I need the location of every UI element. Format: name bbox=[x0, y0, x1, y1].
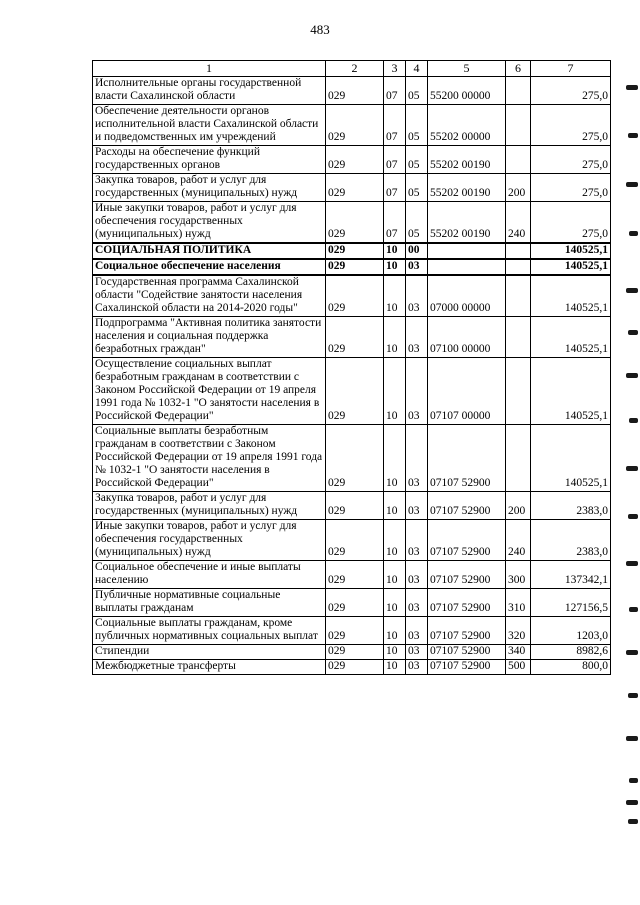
table-cell bbox=[506, 243, 531, 259]
table-cell: 03 bbox=[406, 617, 428, 645]
table-cell: 275,0 bbox=[531, 146, 611, 174]
table-row bbox=[93, 105, 611, 146]
scan-artifact bbox=[626, 85, 638, 90]
table-row bbox=[93, 617, 611, 645]
table-cell bbox=[428, 243, 506, 259]
table-cell: 07107 52900 bbox=[428, 660, 506, 675]
table-cell: 140525,1 bbox=[531, 259, 611, 275]
table-cell bbox=[506, 105, 531, 146]
table-cell: 05 bbox=[406, 202, 428, 244]
table-cell: 07100 00000 bbox=[428, 317, 506, 358]
table-cell: 03 bbox=[406, 492, 428, 520]
table-cell bbox=[506, 146, 531, 174]
table-cell: 140525,1 bbox=[531, 358, 611, 425]
table-cell: 029 bbox=[326, 358, 384, 425]
table-cell: 320 bbox=[506, 617, 531, 645]
budget-table bbox=[92, 60, 611, 675]
table-row bbox=[93, 425, 611, 492]
table-cell: 07 bbox=[384, 105, 406, 146]
table-cell: 029 bbox=[326, 660, 384, 675]
table-cell: 029 bbox=[326, 645, 384, 660]
table-cell: 029 bbox=[326, 275, 384, 317]
table-cell: 10 bbox=[384, 317, 406, 358]
table-cell: 029 bbox=[326, 317, 384, 358]
table-cell: 300 bbox=[506, 561, 531, 589]
table-cell: Иные закупки товаров, работ и услуг для обеспечения государственных (муниципальных) нужд bbox=[93, 202, 326, 244]
table-cell: 10 bbox=[384, 660, 406, 675]
table-cell: 1203,0 bbox=[531, 617, 611, 645]
table-row bbox=[93, 202, 611, 244]
table-cell bbox=[428, 259, 506, 275]
table-cell: 500 bbox=[506, 660, 531, 675]
table-cell: Социальное обеспечение населения bbox=[93, 259, 326, 275]
table-cell: 07107 52900 bbox=[428, 492, 506, 520]
table-cell: Социальные выплаты гражданам, кроме публичных нормативных социальных выплат bbox=[93, 617, 326, 645]
table-cell: 127156,5 bbox=[531, 589, 611, 617]
page-number: 483 bbox=[310, 22, 330, 37]
table-cell: 07 bbox=[384, 77, 406, 105]
table-cell: Социальные выплаты безработным гражданам в соответствии с Законом Российской Федерации от 19 апреля 1991 года № 1032-1 "О занятости населения в Российской Федерации" bbox=[93, 425, 326, 492]
table-cell: Государственная программа Сахалинской области "Содействие занятости населения Сахалинской области на 2014-2020 годы" bbox=[93, 275, 326, 317]
table-cell: 10 bbox=[384, 617, 406, 645]
table-cell: Подпрограмма "Активная политика занятости населения и социальная поддержка безработных граждан" bbox=[93, 317, 326, 358]
table-cell: 10 bbox=[384, 425, 406, 492]
table-cell: Обеспечение деятельности органов исполнительной власти Сахалинской области и подведомственных им учреждений bbox=[93, 105, 326, 146]
table-cell: 07107 00000 bbox=[428, 358, 506, 425]
table-cell: 10 bbox=[384, 275, 406, 317]
table-row bbox=[93, 645, 611, 660]
table-cell: 10 bbox=[384, 561, 406, 589]
table-cell bbox=[506, 358, 531, 425]
table-cell: 07107 52900 bbox=[428, 645, 506, 660]
table-cell: 2383,0 bbox=[531, 520, 611, 561]
table-cell: 240 bbox=[506, 520, 531, 561]
budget-table-body bbox=[93, 77, 611, 675]
table-cell: 10 bbox=[384, 645, 406, 660]
table-cell: 10 bbox=[384, 358, 406, 425]
column-header: 4 bbox=[406, 61, 428, 77]
table-row bbox=[93, 259, 611, 275]
table-cell: 55200 00000 bbox=[428, 77, 506, 105]
table-cell: 03 bbox=[406, 561, 428, 589]
scan-artifact bbox=[629, 778, 638, 783]
table-cell: 10 bbox=[384, 520, 406, 561]
table-cell: 029 bbox=[326, 425, 384, 492]
table-cell: 03 bbox=[406, 425, 428, 492]
column-header: 6 bbox=[506, 61, 531, 77]
column-header: 2 bbox=[326, 61, 384, 77]
table-cell: 140525,1 bbox=[531, 243, 611, 259]
table-cell bbox=[506, 425, 531, 492]
table-cell: 029 bbox=[326, 259, 384, 275]
table-cell bbox=[506, 77, 531, 105]
table-cell: 2383,0 bbox=[531, 492, 611, 520]
scan-artifact bbox=[629, 231, 638, 236]
scan-artifact bbox=[626, 288, 638, 293]
table-row bbox=[93, 174, 611, 202]
table-cell: 03 bbox=[406, 589, 428, 617]
table-cell: 310 bbox=[506, 589, 531, 617]
scan-artifact bbox=[626, 466, 638, 471]
table-row bbox=[93, 317, 611, 358]
table-cell: Социальное обеспечение и иные выплаты населению bbox=[93, 561, 326, 589]
table-row bbox=[93, 492, 611, 520]
table-cell: 10 bbox=[384, 492, 406, 520]
table-cell: 029 bbox=[326, 146, 384, 174]
table-cell: 05 bbox=[406, 77, 428, 105]
table-cell: 07107 52900 bbox=[428, 520, 506, 561]
table-cell: 140525,1 bbox=[531, 317, 611, 358]
scan-artifact bbox=[628, 133, 638, 138]
table-row bbox=[93, 561, 611, 589]
table-cell: 140525,1 bbox=[531, 425, 611, 492]
table-header bbox=[93, 61, 611, 77]
table-row bbox=[93, 243, 611, 259]
table-cell: Иные закупки товаров, работ и услуг для обеспечения государственных (муниципальных) нужд bbox=[93, 520, 326, 561]
table-cell: 07107 52900 bbox=[428, 561, 506, 589]
table-cell: 07000 00000 bbox=[428, 275, 506, 317]
table-cell: Межбюджетные трансферты bbox=[93, 660, 326, 675]
table-cell: 00 bbox=[406, 243, 428, 259]
table-row bbox=[93, 77, 611, 105]
table-cell: 55202 00190 bbox=[428, 146, 506, 174]
table-row bbox=[93, 589, 611, 617]
table-cell: 55202 00190 bbox=[428, 202, 506, 244]
scan-artifact bbox=[629, 607, 638, 612]
table-cell: 029 bbox=[326, 589, 384, 617]
table-cell: 03 bbox=[406, 358, 428, 425]
table-cell bbox=[506, 317, 531, 358]
table-cell: 800,0 bbox=[531, 660, 611, 675]
scan-artifact bbox=[626, 736, 638, 741]
column-header: 3 bbox=[384, 61, 406, 77]
table-row bbox=[93, 660, 611, 675]
table-cell: 03 bbox=[406, 520, 428, 561]
table-cell: Осуществление социальных выплат безработным гражданам в соответствии с Законом Российской Федерации от 19 апреля 1991 года № 1032-1 "О занятости населения в Российской Федерации" bbox=[93, 358, 326, 425]
table-row bbox=[93, 520, 611, 561]
table-cell: 55202 00000 bbox=[428, 105, 506, 146]
table-cell: 03 bbox=[406, 275, 428, 317]
scan-artifact bbox=[626, 650, 638, 655]
table-cell: 340 bbox=[506, 645, 531, 660]
table-cell: 029 bbox=[326, 561, 384, 589]
table-cell: 07107 52900 bbox=[428, 425, 506, 492]
table-cell: 07 bbox=[384, 202, 406, 244]
table-cell: 03 bbox=[406, 645, 428, 660]
column-header: 1 bbox=[93, 61, 326, 77]
table-row bbox=[93, 358, 611, 425]
table-cell: 029 bbox=[326, 492, 384, 520]
table-cell: СОЦИАЛЬНАЯ ПОЛИТИКА bbox=[93, 243, 326, 259]
scan-artifact bbox=[626, 373, 638, 378]
scan-artifact bbox=[629, 418, 638, 423]
table-cell: 07107 52900 bbox=[428, 589, 506, 617]
table-cell: 10 bbox=[384, 243, 406, 259]
scan-artifact bbox=[628, 330, 638, 335]
table-cell: 137342,1 bbox=[531, 561, 611, 589]
scan-artifact bbox=[628, 693, 638, 698]
scan-artifact bbox=[626, 800, 638, 805]
table-cell: 275,0 bbox=[531, 77, 611, 105]
table-cell: 55202 00190 bbox=[428, 174, 506, 202]
table-cell: 03 bbox=[406, 317, 428, 358]
table-cell: 07 bbox=[384, 174, 406, 202]
table-cell: 029 bbox=[326, 243, 384, 259]
table-cell: Стипендии bbox=[93, 645, 326, 660]
table-cell: 10 bbox=[384, 589, 406, 617]
table-cell: 03 bbox=[406, 259, 428, 275]
table-cell: 200 bbox=[506, 174, 531, 202]
table-cell: 029 bbox=[326, 174, 384, 202]
table-cell: 07 bbox=[384, 146, 406, 174]
table-cell: 8982,6 bbox=[531, 645, 611, 660]
table-cell: 05 bbox=[406, 174, 428, 202]
table-cell: 200 bbox=[506, 492, 531, 520]
column-header: 7 bbox=[531, 61, 611, 77]
table-row bbox=[93, 275, 611, 317]
table-cell: 240 bbox=[506, 202, 531, 244]
table-row bbox=[93, 146, 611, 174]
table-cell: 03 bbox=[406, 660, 428, 675]
table-cell bbox=[506, 259, 531, 275]
table-cell: Закупка товаров, работ и услуг для государственных (муниципальных) нужд bbox=[93, 174, 326, 202]
table-cell: 05 bbox=[406, 146, 428, 174]
table-cell: 029 bbox=[326, 77, 384, 105]
table-cell: 275,0 bbox=[531, 174, 611, 202]
table-cell: 07107 52900 bbox=[428, 617, 506, 645]
scan-artifact bbox=[626, 182, 638, 187]
column-header: 5 bbox=[428, 61, 506, 77]
scan-artifact bbox=[626, 561, 638, 566]
table-cell: 05 bbox=[406, 105, 428, 146]
table-cell: Закупка товаров, работ и услуг для государственных (муниципальных) нужд bbox=[93, 492, 326, 520]
table-cell: 140525,1 bbox=[531, 275, 611, 317]
table-cell: 275,0 bbox=[531, 105, 611, 146]
table-cell: Исполнительные органы государственной власти Сахалинской области bbox=[93, 77, 326, 105]
table-cell: 029 bbox=[326, 520, 384, 561]
table-cell: Публичные нормативные социальные выплаты гражданам bbox=[93, 589, 326, 617]
table-cell: 10 bbox=[384, 259, 406, 275]
scan-artifact bbox=[628, 819, 638, 824]
table-cell: 029 bbox=[326, 202, 384, 244]
table-cell bbox=[506, 275, 531, 317]
table-cell: Расходы на обеспечение функций государственных органов bbox=[93, 146, 326, 174]
scan-artifact bbox=[628, 514, 638, 519]
table-cell: 029 bbox=[326, 617, 384, 645]
table-cell: 275,0 bbox=[531, 202, 611, 244]
table-cell: 029 bbox=[326, 105, 384, 146]
